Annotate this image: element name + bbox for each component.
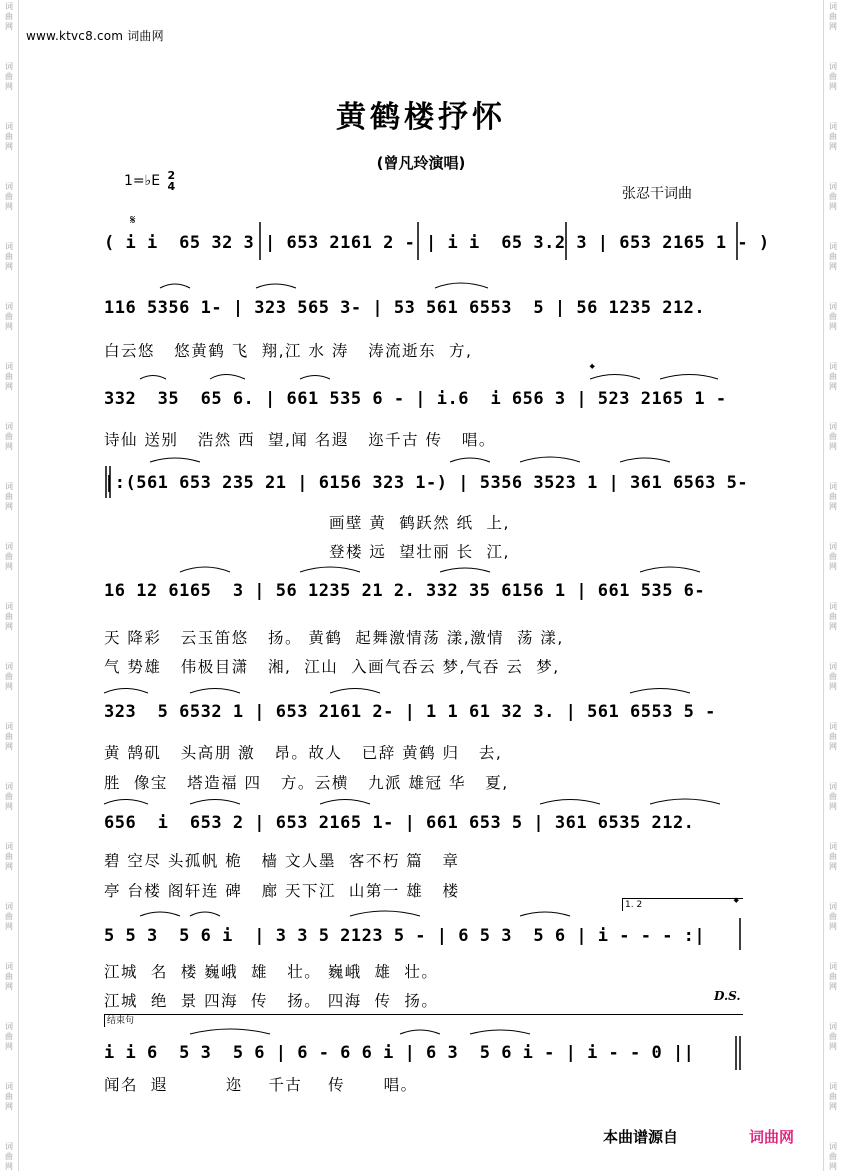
watermark-glyph: 词 xyxy=(5,242,13,251)
watermark-glyph: 词 xyxy=(829,1142,837,1151)
notation-line-6: 323 5 6532 1 | 653 2161 2- | 1 1 61 32 3. | 561 6553 5 - xyxy=(104,702,716,722)
watermark-glyph: 网 xyxy=(829,202,837,211)
key-label: 1=♭E xyxy=(124,173,161,189)
watermark-glyph: 网 xyxy=(829,262,837,271)
watermark-glyph: 曲 xyxy=(829,552,837,561)
lyric-line-11: 江城 名 楼 巍峨 雄 壮。 巍峨 雄 壮。 xyxy=(104,963,439,981)
watermark-glyph: 曲 xyxy=(829,372,837,381)
watermark-glyph: 曲 xyxy=(829,1092,837,1101)
left-watermark-strip xyxy=(0,0,18,1171)
watermark-glyph: 曲 xyxy=(829,492,837,501)
lyric-line-5: 天 降彩 云玉笛悠 扬。 黄鹤 起舞激情荡 漾,激情 荡 漾, xyxy=(104,629,564,647)
watermark-glyph: 词 xyxy=(5,362,13,371)
watermark-glyph: 曲 xyxy=(5,1032,13,1041)
watermark-glyph: 网 xyxy=(829,622,837,631)
watermark-glyph: 网 xyxy=(5,202,13,211)
watermark-glyph: 词 xyxy=(5,602,13,611)
watermark-glyph: 曲 xyxy=(5,912,13,921)
lyricist-composer: 张忍干词曲 xyxy=(622,186,692,202)
watermark-glyph: 词 xyxy=(829,722,837,731)
watermark-glyph: 网 xyxy=(5,22,13,31)
watermark-glyph: 词 xyxy=(5,302,13,311)
watermark-glyph: 词 xyxy=(829,542,837,551)
watermark-glyph: 网 xyxy=(5,562,13,571)
watermark-glyph: 网 xyxy=(829,682,837,691)
coda-icon: 𝄌 xyxy=(590,362,595,377)
watermark-glyph: 曲 xyxy=(5,792,13,801)
watermark-glyph: 网 xyxy=(5,1162,13,1171)
key-signature xyxy=(124,170,175,192)
watermark-glyph: 曲 xyxy=(829,252,837,261)
watermark-glyph: 网 xyxy=(829,1102,837,1111)
watermark-glyph: 词 xyxy=(829,962,837,971)
watermark-glyph: 词 xyxy=(5,122,13,131)
watermark-glyph: 词 xyxy=(5,542,13,551)
watermark-glyph: 词 xyxy=(829,482,837,491)
watermark-glyph: 网 xyxy=(5,742,13,751)
lyric-line-3: 画壁 黄 鹤跃然 纸 上, xyxy=(104,514,510,532)
watermark-glyph: 网 xyxy=(5,1102,13,1111)
watermark-glyph: 词 xyxy=(5,1022,13,1031)
watermark-glyph: 网 xyxy=(5,142,13,151)
lyric-line-13: 闻名 遐 迩 千古 传 唱。 xyxy=(104,1076,418,1094)
watermark-glyph: 词 xyxy=(829,62,837,71)
watermark-glyph: 词 xyxy=(5,1082,13,1091)
notation-line-1: ( i i 65 32 3 | 653 2161 2 - | i i 65 3.2 3 | 653 2165 1 - ) xyxy=(104,233,770,253)
time-signature-top: 2 xyxy=(167,169,176,182)
watermark-glyph: 词 xyxy=(829,842,837,851)
watermark-glyph: 网 xyxy=(829,922,837,931)
ending-label: 结束句 xyxy=(107,1016,135,1026)
watermark-glyph: 网 xyxy=(5,922,13,931)
watermark-glyph: 词 xyxy=(829,242,837,251)
watermark-glyph: 网 xyxy=(829,1162,837,1171)
watermark-glyph: 曲 xyxy=(829,192,837,201)
watermark-glyph: 词 xyxy=(5,482,13,491)
watermark-glyph: 网 xyxy=(5,502,13,511)
watermark-glyph: 网 xyxy=(829,802,837,811)
watermark-glyph: 曲 xyxy=(829,12,837,21)
watermark-glyph: 网 xyxy=(829,322,837,331)
notation-line-8: 5 5 3 5 6 i | 3 3 5 2123 5 - | 6 5 3 5 6 | i - - - :| xyxy=(104,926,706,946)
watermark-glyph: 词 xyxy=(829,1022,837,1031)
watermark-glyph: 词 xyxy=(829,182,837,191)
lyric-line-7: 黄 鹄矶 头高朋 激 昂。故人 已辞 黄鹤 归 去, xyxy=(104,744,503,762)
watermark-glyph: 曲 xyxy=(5,252,13,261)
watermark-glyph: 网 xyxy=(5,262,13,271)
watermark-glyph: 词 xyxy=(5,902,13,911)
watermark-glyph: 曲 xyxy=(5,612,13,621)
lyric-line-4: 登楼 远 望壮丽 长 江, xyxy=(104,543,510,561)
watermark-glyph: 曲 xyxy=(829,72,837,81)
watermark-glyph: 词 xyxy=(5,962,13,971)
segno-icon: 𝄋 xyxy=(130,213,136,228)
coda-icon-2: 𝄌 xyxy=(734,896,739,911)
watermark-glyph: 词 xyxy=(5,1142,13,1151)
watermark-glyph: 词 xyxy=(829,782,837,791)
watermark-glyph: 词 xyxy=(829,362,837,371)
watermark-glyph: 网 xyxy=(829,502,837,511)
right-watermark-strip xyxy=(824,0,842,1171)
watermark-glyph: 曲 xyxy=(829,432,837,441)
watermark-glyph: 网 xyxy=(829,22,837,31)
watermark-glyph: 网 xyxy=(829,82,837,91)
watermark-glyph: 网 xyxy=(829,382,837,391)
notation-line-9: i i 6 5 3 5 6 | 6 - 6 6 i | 6 3 5 6 i - | i - - 0 || xyxy=(104,1043,695,1063)
watermark-glyph: 网 xyxy=(5,442,13,451)
watermark-glyph: 曲 xyxy=(829,1152,837,1161)
watermark-glyph: 曲 xyxy=(829,1032,837,1041)
watermark-glyph: 网 xyxy=(5,82,13,91)
dal-segno-mark: D.S. xyxy=(714,989,741,1003)
watermark-glyph: 曲 xyxy=(5,192,13,201)
watermark-glyph: 词 xyxy=(5,182,13,191)
watermark-glyph: 网 xyxy=(5,382,13,391)
watermark-glyph: 词 xyxy=(5,62,13,71)
watermark-glyph: 词 xyxy=(829,2,837,11)
watermark-glyph: 曲 xyxy=(5,1092,13,1101)
watermark-glyph: 网 xyxy=(5,682,13,691)
watermark-glyph: 词 xyxy=(5,782,13,791)
watermark-glyph: 曲 xyxy=(5,132,13,141)
watermark-glyph: 曲 xyxy=(5,672,13,681)
watermark-glyph: 曲 xyxy=(5,1152,13,1161)
watermark-glyph: 曲 xyxy=(5,552,13,561)
watermark-glyph: 词 xyxy=(829,902,837,911)
watermark-glyph: 曲 xyxy=(829,912,837,921)
watermark-glyph: 网 xyxy=(829,1042,837,1051)
lyric-line-8: 胜 像宝 塔造福 四 方。云横 九派 雄冠 华 夏, xyxy=(104,774,509,792)
volta-bracket xyxy=(622,898,743,911)
watermark-glyph: 词 xyxy=(829,422,837,431)
watermark-glyph: 网 xyxy=(829,982,837,991)
notation-line-4: |:(561 653 235 21 | 6156 323 1-) | 5356 3523 1 | 361 6563 5- xyxy=(104,473,749,493)
watermark-glyph: 词 xyxy=(829,302,837,311)
watermark-glyph: 曲 xyxy=(5,432,13,441)
lyric-line-9: 碧 空尽 头孤帆 桅 樯 文人墨 客不朽 篇 章 xyxy=(104,852,460,870)
watermark-glyph: 曲 xyxy=(5,732,13,741)
lyric-line-12: 江城 绝 景 四海 传 扬。 四海 传 扬。 xyxy=(104,992,439,1010)
watermark-glyph: 词 xyxy=(829,662,837,671)
notation-line-7: 656 i 653 2 | 653 2165 1- | 661 653 5 | 361 6535 212. xyxy=(104,813,695,833)
watermark-glyph: 网 xyxy=(829,862,837,871)
lyric-line-6: 气 势雄 伟极目潇 湘, 江山 入画气吞云 梦,气吞 云 梦, xyxy=(104,658,560,676)
watermark-glyph: 网 xyxy=(829,142,837,151)
watermark-glyph: 曲 xyxy=(829,672,837,681)
singer-credit: (曾凡玲演唱) xyxy=(376,154,466,172)
watermark-glyph: 曲 xyxy=(829,852,837,861)
watermark-glyph: 网 xyxy=(5,802,13,811)
ending-bracket xyxy=(104,1014,743,1027)
watermark-glyph: 网 xyxy=(5,862,13,871)
watermark-glyph: 曲 xyxy=(5,372,13,381)
watermark-glyph: 网 xyxy=(829,442,837,451)
notation-line-5: 16 12 6165 3 | 56 1235 21 2. 332 35 6156 1 | 661 535 6- xyxy=(104,581,706,601)
watermark-glyph: 网 xyxy=(829,562,837,571)
time-signature xyxy=(168,170,176,192)
watermark-glyph: 曲 xyxy=(829,792,837,801)
lyric-line-10: 亭 台楼 阁轩连 碑 廊 天下江 山第一 雄 楼 xyxy=(104,882,460,900)
watermark-glyph: 曲 xyxy=(829,972,837,981)
left-margin-line xyxy=(18,0,19,1171)
site-url[interactable]: www.ktvc8.com 词曲网 xyxy=(26,29,164,43)
watermark-glyph: 曲 xyxy=(829,732,837,741)
watermark-glyph: 曲 xyxy=(829,132,837,141)
notation-line-2: 116 5356 1- | 323 565 3- | 53 561 6553 5 | 56 1235 212. xyxy=(104,298,706,318)
lyric-line-2: 诗仙 送别 浩然 西 望,闻 名遐 迩千古 传 唱。 xyxy=(104,431,496,449)
source-label: 本曲谱源自 xyxy=(603,1128,679,1146)
watermark-glyph: 网 xyxy=(829,742,837,751)
watermark-glyph: 词 xyxy=(5,842,13,851)
watermark-glyph: 词 xyxy=(5,422,13,431)
song-title: 黄鹤楼抒怀 xyxy=(336,100,506,135)
watermark-glyph: 网 xyxy=(5,1042,13,1051)
watermark-glyph: 曲 xyxy=(5,12,13,21)
volta-label: 1. 2 xyxy=(625,900,643,910)
watermark-glyph: 曲 xyxy=(5,312,13,321)
watermark-glyph: 曲 xyxy=(5,72,13,81)
watermark-glyph: 词 xyxy=(829,1082,837,1091)
watermark-glyph: 曲 xyxy=(5,492,13,501)
watermark-glyph: 曲 xyxy=(829,612,837,621)
watermark-glyph: 曲 xyxy=(5,972,13,981)
watermark-glyph: 网 xyxy=(5,622,13,631)
time-signature-bottom: 4 xyxy=(167,180,176,193)
watermark-glyph: 曲 xyxy=(829,312,837,321)
notation-line-3: 332 35 65 6. | 661 535 6 - | i.6 i 656 3 | 523 2165 1 - xyxy=(104,389,727,409)
watermark-glyph: 词 xyxy=(829,122,837,131)
lyric-line-1: 白云悠 悠黄鹤 飞 翔,江 水 涛 涛流逝东 方, xyxy=(104,342,473,360)
watermark-glyph: 网 xyxy=(5,322,13,331)
brand-link[interactable]: 词曲网 xyxy=(749,1128,795,1146)
watermark-glyph: 词 xyxy=(5,722,13,731)
watermark-glyph: 词 xyxy=(5,662,13,671)
watermark-glyph: 网 xyxy=(5,982,13,991)
watermark-glyph: 曲 xyxy=(5,852,13,861)
watermark-glyph: 词 xyxy=(5,2,13,11)
watermark-glyph: 词 xyxy=(829,602,837,611)
